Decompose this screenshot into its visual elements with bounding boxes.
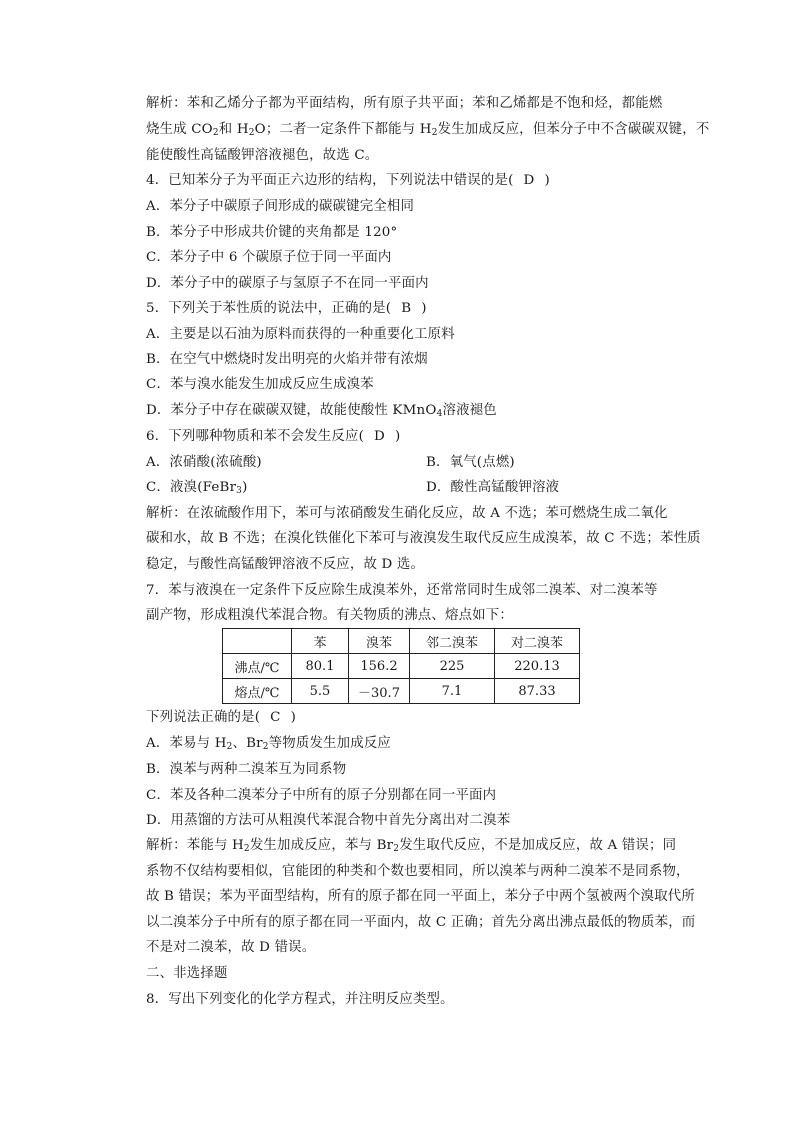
- question-6-option-a: A．浓硝酸(浓硫酸): [146, 455, 262, 470]
- question-6-explain-line-3: 稳定，与酸性高锰酸钾溶液不反应，故 D 选。: [146, 557, 425, 572]
- question-5-stem: 5．下列关于苯性质的说法中，正确的是( B ): [146, 301, 427, 316]
- question-7-explain-line-3: 故 B 错误；苯为平面型结构，所有的原子都在同一平面上，苯分子中两个氢被两个溴取代所: [146, 889, 695, 904]
- table-cell: －30.7: [349, 679, 410, 704]
- question-4-answer: D: [523, 173, 535, 188]
- question-4-option-a: A．苯分子中碳原子间形成的碳碳键完全相同: [146, 199, 415, 214]
- question-5-option-d: D．苯分子中存在碳碳双键，故能使酸性 KMnO$_4$溶液褪色: [146, 403, 497, 419]
- table-cell: 沸点/℃: [223, 654, 292, 679]
- question-6-option-d: D．酸性高锰酸钾溶液: [426, 480, 560, 495]
- table-cell: 苯: [292, 629, 349, 654]
- question-4-option-d: D．苯分子中的碳原子与氢原子不在同一平面内: [146, 276, 429, 291]
- table-row: [223, 679, 580, 704]
- question-7-option-c: C．苯及各种二溴苯分子中所有的原子分别都在同一平面内: [146, 788, 497, 803]
- table-cell: 80.1: [292, 654, 349, 679]
- question-5-answer: B: [401, 301, 412, 316]
- question-7-explain-line-4: 以二溴苯分子中所有的原子都在同一平面内，故 C 正确；首先分离出沸点最低的物质苯，而: [146, 915, 696, 930]
- question-6-explain-line-2: 碳和水，故 B 不选；在溴化铁催化下苯可与液溴发生取代反应生成溴苯，故 C 不选；苯性质: [146, 531, 701, 546]
- table-cell: 225: [410, 654, 495, 679]
- table-cell: 邻二溴苯: [410, 629, 495, 654]
- table-cell: 156.2: [349, 654, 410, 679]
- question-7-explain-line-1: 解析：苯能与 $H_2$发生加成反应，苯与 $Br_2$发生取代反应，不是加成反应，故 A 错误；同: [146, 838, 677, 854]
- question-6-answer: D: [374, 429, 385, 444]
- section-heading: 二、非选择题: [146, 966, 228, 981]
- question-6-stem: 6．下列哪种物质和苯不会发生反应( D ): [146, 429, 401, 444]
- explain-3-line-2: 烧生成 $CO_2$和 $H_2O$；二者一定条件下都能与 $H_2$发生加成反应，但苯分子中不含碳碳双键，不: [146, 122, 710, 138]
- question-8-stem: 8．写出下列变化的化学方程式，并注明反应类型。: [146, 992, 454, 1007]
- question-7-option-d: D．用蒸馏的方法可从粗溴代苯混合物中首先分离出对二溴苯: [146, 813, 511, 828]
- question-4-option-b: B．苯分子中形成共价键的夹角都是 120°: [146, 225, 398, 240]
- question-7-line-2: 副产物，形成粗溴代苯混合物。有关物质的沸点、熔点如下：: [146, 608, 513, 623]
- table-cell: 7.1: [410, 679, 495, 704]
- question-7-explain-line-2: 系物不仅结构要相似，官能团的种类和个数也要相同，所以溴苯与两种二溴苯不是同系物，: [146, 864, 690, 879]
- table-cell: [223, 629, 292, 654]
- question-6-option-b: B．氧气(点燃): [426, 455, 515, 470]
- explain-3-line-3: 能使酸性高锰酸钾溶液褪色，故选 C。: [146, 148, 379, 163]
- table-cell: 220.13: [495, 654, 580, 679]
- table-cell: 熔点/℃: [223, 679, 292, 704]
- question-7-option-b: B．溴苯与两种二溴苯互为同系物: [146, 762, 347, 777]
- question-6-option-c: C．液溴(FeBr$_3$): [146, 480, 248, 496]
- question-5-option-a: A．主要是以石油为原料而获得的一种重要化工原料: [146, 327, 455, 342]
- question-7-stem: 下列说法正确的是( C ): [146, 710, 297, 725]
- table-cell: 5.5: [292, 679, 349, 704]
- table-cell: 溴苯: [349, 629, 410, 654]
- table-row: [223, 654, 580, 679]
- question-7-explain-line-5: 不是对二溴苯，故 D 错误。: [146, 940, 316, 955]
- question-5-option-c: C．苯与溴水能发生加成反应生成溴苯: [146, 377, 374, 392]
- question-4-option-c: C．苯分子中 6 个碳原子位于同一平面内: [146, 250, 392, 265]
- table-cell: 87.33: [495, 679, 580, 704]
- question-5-option-b: B．在空气中燃烧时发出明亮的火焰并带有浓烟: [146, 352, 428, 367]
- explain-3-line-1: 解析：苯和乙烯分子都为平面结构，所有原子共平面；苯和乙烯都是不饱和烃，都能燃: [146, 96, 663, 111]
- question-6-explain-line-1: 解析：在浓硫酸作用下，苯可与浓硝酸发生硝化反应，故 A 不选；苯可燃烧生成二氧化: [146, 506, 668, 521]
- properties-table: [222, 628, 580, 704]
- table-cell: 对二溴苯: [495, 629, 580, 654]
- question-7-option-a: A．苯易与 $H_2$、$Br_2$等物质发生加成反应: [146, 736, 392, 752]
- table-header-row: [223, 629, 580, 654]
- question-7-answer: C: [270, 710, 281, 725]
- question-4-stem: 4．已知苯分子为平面正六边形的结构，下列说法中错误的是( D ): [146, 173, 550, 188]
- question-7-line-1: 7．苯与液溴在一定条件下反应除生成溴苯外，还常常同时生成邻二溴苯、对二溴苯等: [146, 583, 658, 598]
